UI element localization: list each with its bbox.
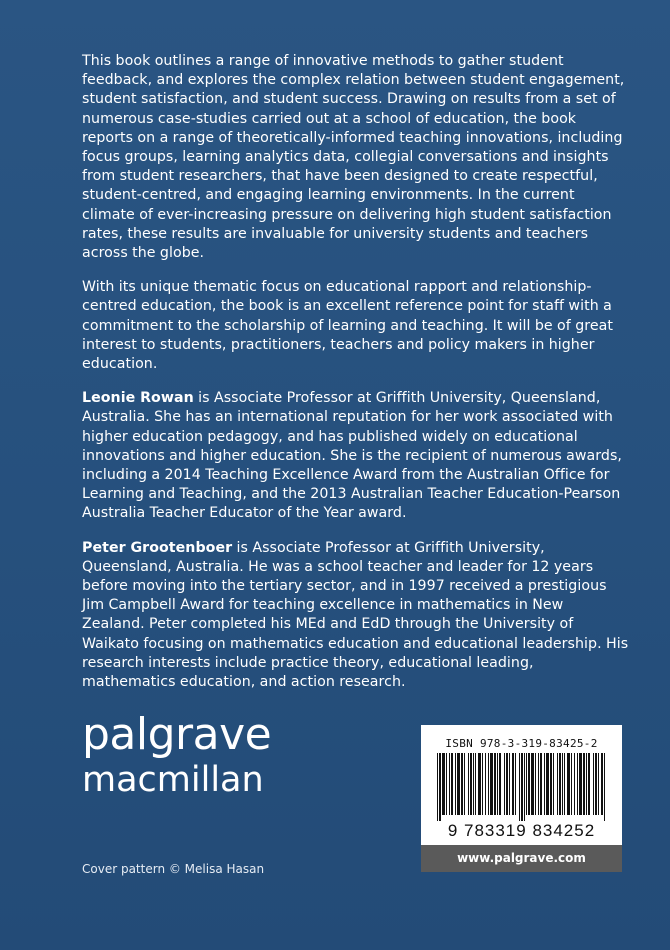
barcode-icon <box>437 753 606 821</box>
author-name-1: Leonie Rowan <box>82 390 194 407</box>
cover-credit: Cover pattern © Melisa Hasan <box>82 862 265 876</box>
author-bio-1 <box>82 389 630 523</box>
author-bio-text-2: is Associate Professor at Griffith University, Queensland, Australia. He was a school teacher and leader for 12 years before moving into the tertiary sector, and in 1997 received a prestigious Jim Campbell Award for teaching excellence in mathematics in New Zealand. Peter completed his MEd and EdD through the University of Waikato focusing on mathematics education and educational leadership. His research interests include practice theory, educational leading, mathematics education, and action research. <box>82 539 629 691</box>
author-bio-2 <box>82 539 630 693</box>
author-bio-text-1: is Associate Professor at Griffith University, Queensland, Australia. She has an international reputation for her work associated with higher education pedagogy, and has published widely on educational innovations and higher education. She is the recipient of numerous awards, including a 2014 Teaching Excellence Award from the Australian Office for Learning and Teaching, and the 2013 Australian Teacher Education-Pearson Australia Teacher Educator of the Year award. <box>82 390 622 522</box>
publisher-logo-line-2: macmillan <box>82 760 264 800</box>
website-bar <box>421 845 622 872</box>
book-description <box>82 52 630 707</box>
publisher-logo-line-1: palgrave <box>82 709 272 760</box>
website-url[interactable]: www.palgrave.com <box>457 851 586 865</box>
publisher-logo <box>82 709 272 802</box>
description-paragraph-1: This book outlines a range of innovative methods to gather student feedback, and explores the complex relation between student engagement, student satisfaction, and student success. Drawing on results from a set of numerous case-studies carried out at a school of education, the book reports on a range of theoretically-informed teaching innovations, including focus groups, learning analytics data, collegial conversations and insights from student researchers, that have been designed to create respectful, student-centred, and engaging learning environments. In the current climate of ever-increasing pressure on delivering high student satisfaction rates, these results are invaluable for university students and teachers across the globe. <box>82 53 625 262</box>
barcode-panel <box>421 725 622 845</box>
author-name-2: Peter Grootenboer <box>82 539 233 556</box>
ean-digits: 9 783319 834252 <box>447 821 596 840</box>
description-paragraph-2: With its unique thematic focus on educational rapport and relationship-centred education, the book is an excellent reference point for staff with a commitment to the scholarship of learning and teaching. It will be of great interest to students, practitioners, teachers and policy makers in higher education. <box>82 279 613 373</box>
isbn-text: ISBN 978-3-319-83425-2 <box>445 737 598 750</box>
